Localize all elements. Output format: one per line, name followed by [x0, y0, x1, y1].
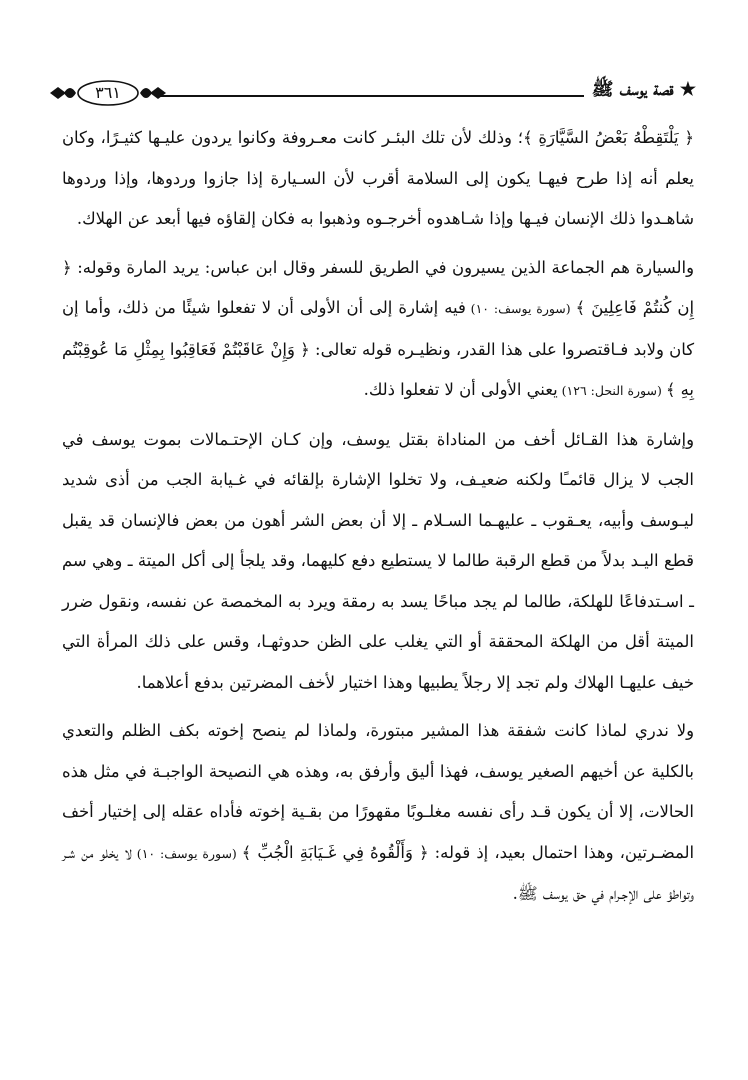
- paragraph-text: لا يخلو من شـر وتواطؤ على الإجـرام في حق يوسف ﷺ.: [62, 842, 694, 903]
- quran-verse: ﴿ وَأَلْقُوهُ فِي غَـيَابَةِ الْجُبِّ ﴾: [241, 842, 429, 862]
- paragraph-text: والسيارة هم الجماعة الذين يسيرون في الطريق للسفر وقال ابن عباس: يريد المارة وقوله:: [71, 257, 694, 277]
- page-header: [48, 74, 696, 114]
- verse-reference: (سورة النحل: ١٢٦): [557, 383, 666, 398]
- paragraph-text: فيه إشارة إلى أن الأولى أن لا تفعلوا شيئًا من ذلك، وأما إن كان ولابد فـاقتصروا على هذا القدر، ونظيـره قوله تعالى:: [62, 298, 695, 359]
- paragraph-text: ؛ وذلك لأن تلك البئـر كانت معـروفة وكانوا يردون عليـها كثيـرًا، وكان يعلم أنه إذا طرح فيهـا يكون إلى السلامة أقرب لأن السـيارة إذا جازوا وردوها، وإذا وردوها شاهـدوا ذلك الإنسان فيـها وإذا شـاهدوه أخرجـوه وذهبوا به فكان إلقاؤه فيها أبعد عن الهلاك.: [62, 128, 694, 228]
- paragraph-text: ولا ندري لماذا كانت شفقة هذا المشير مبتورة، ولماذا لم ينصح إخوته بكف الظلم والتعدي بالكلية عن أخيهم الصغير يوسف، فهذا أليق وأرفق به، وهذه هي النصيحة الواجبـة في مثل هذه الحالات، إلا أن يكون قـد رأى نفسه مغلـوبًا مقهورًا من بقـية إخوته فأداه عقله إلى إختيار أخف المضـرتين، وهذا احتمال بعيد، إذ قوله:: [62, 721, 694, 862]
- page-body: [62, 118, 694, 923]
- running-title: ★ قصة يوسف ﷺ: [591, 79, 696, 100]
- paragraph: [62, 248, 694, 412]
- quran-verse: ﴿ يَلْتَقِطْهُ بَعْضُ السَّيَّارَةِ ﴾: [522, 128, 695, 147]
- quran-verse: ﴿ وَإِنْ عَاقَبْتُمْ فَعَاقِبُوا بِمِثْلِ مَا عُوقِبْتُم بِهِ ﴾: [62, 339, 694, 399]
- page-number-ornament: [48, 76, 168, 110]
- verse-reference: (سورة يوسف: ١٠): [131, 845, 242, 861]
- verse-reference: (سورة يوسف: ١٠): [465, 301, 576, 316]
- page-number: ٣٦١: [95, 83, 121, 102]
- header-rule: [160, 95, 584, 97]
- paragraph: [62, 420, 694, 704]
- quran-verse: ﴿ إِن كُنتُمْ فَاعِلِينَ ﴾: [62, 257, 695, 317]
- paragraph: [62, 118, 694, 240]
- paragraph-text: وإشارة هذا القـائل أخف من المناداة بقتل يوسف، وإن كـان الإحتـمالات بموت يوسف في الجب لا يزال قائمـًا ولكنه ضعيـف، ولا تخلوا الإشارة بإلقائه في غـيابة الجب من أذى شديد ليـوسف وأبيه، يعـقوب ـ عليهـما السـلام ـ إلا أن بعض الشر أهون من بعض فالإنسان قد يقبل قطع اليـد بدلاً من قطع الرقبة طالما لا يستطيع دفع كليهما، وقد يلجأ إلى أكل الميتة ـ وهي سم ـ اسـتدفاعًا للهلكة، طالما لم يجد مباحًا يسد به رمقة ويرد به المخمصة عن نفسه، ونقول ضرر الميتة أقل من الهلكة المحققة أو التي يغلب على الظن حدوثهـا، وقس على ذلك المرأة التي خيف عليهـا الهلاك ولم تجد إلا رجلاً يطبيها وهذا اختيار لأخف المضرتين بدفع أعلاهما.: [62, 429, 694, 692]
- paragraph-text: يعني الأولى أن لا تفعلوا ذلك.: [363, 380, 558, 399]
- paragraph: [62, 711, 694, 915]
